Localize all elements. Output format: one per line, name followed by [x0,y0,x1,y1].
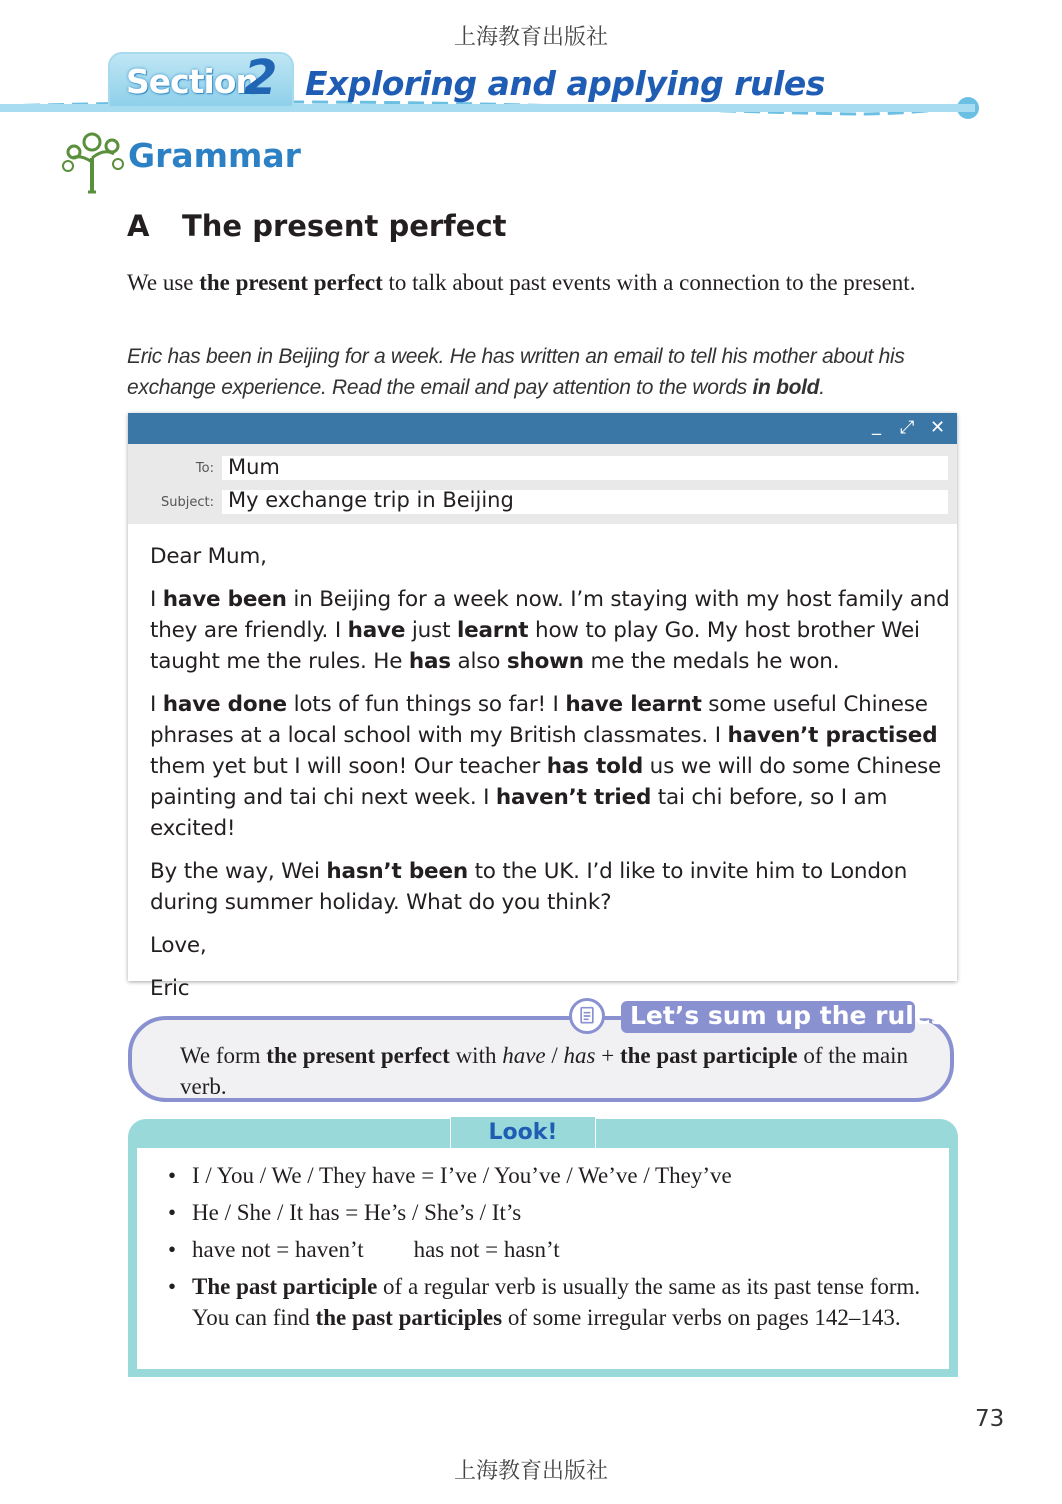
list-item: • have not = haven’t has not = hasn’t [168,1234,928,1265]
page-number: 73 [975,1406,1005,1432]
look-list [168,1160,928,1339]
minimize-icon[interactable]: _ [872,415,881,436]
list-item: • He / She / It has = He’s / She’s / It’s [168,1197,928,1228]
section-title: Exploring and applying rules [305,64,825,103]
tree-icon [62,128,124,194]
grammar-heading: Grammar [128,136,301,175]
subject-label: Subject: [161,495,214,510]
publisher-header: 上海教育出版社 [453,25,608,50]
subsection-title: The present perfect [182,209,507,243]
instruction-text: Eric has been in Beijing for a week. He has written an email to tell his mother about his exchange experience. Read the email and pay attention to the words in bold. [127,345,905,399]
to-value: Mum [228,455,280,479]
email-signature: Eric [150,976,190,1001]
email-body [150,541,950,1016]
notes-icon [569,998,605,1034]
rules-tag-label: Let’s sum up the rules! [630,1001,958,1030]
section-number: 2 [244,50,278,106]
list-item: • I / You / We / They have = I’ve / You’ve / We’ve / They’ve [168,1160,928,1191]
to-label: To: [195,461,214,476]
to-field[interactable] [222,456,948,480]
email-title-bar [128,413,957,444]
list-item: • The past participle of a regular verb is usually the same as its past tense form. You can find the past participles of some irregular verbs on pages 142–143. [168,1271,928,1333]
email-paragraph-2: I have done lots of fun things so far! I have learnt some useful Chinese phrases at a local school with my British classmates. I haven’t practised them yet but I will soon! Our teacher has told us we will do some Chinese painting and tai chi next week. I haven’t tried tai chi before, so I am excited! [150,692,942,841]
maximize-icon[interactable]: ⤢ [900,417,915,438]
email-paragraph-1: I have been in Beijing for a week now. I’m staying with my host family and they are friendly. I have just learnt how to play Go. My host brother Wei taught me the rules. He has also shown me the medals he won. [150,587,950,674]
email-closing: Love, [150,933,207,958]
intro-paragraph: We use the present perfect to talk about past events with a connection to the present. [127,270,916,295]
look-tag-label: Look! [488,1120,558,1145]
email-paragraph-3: By the way, Wei hasn’t been to the UK. I’d like to invite him to London during summer holiday. What do you think? [150,859,908,915]
email-greeting: Dear Mum, [150,544,267,569]
subject-value: My exchange trip in Beijing [228,488,514,512]
rules-text: We form the present perfect with have / has + the past participle of the main verb. [180,1043,909,1099]
close-icon[interactable]: ✕ [930,417,946,438]
subsection-letter: A [127,209,150,243]
publisher-footer: 上海教育出版社 [453,1459,608,1484]
email-window [128,413,957,1001]
email-header [128,444,957,524]
section-label: Section [126,62,258,101]
